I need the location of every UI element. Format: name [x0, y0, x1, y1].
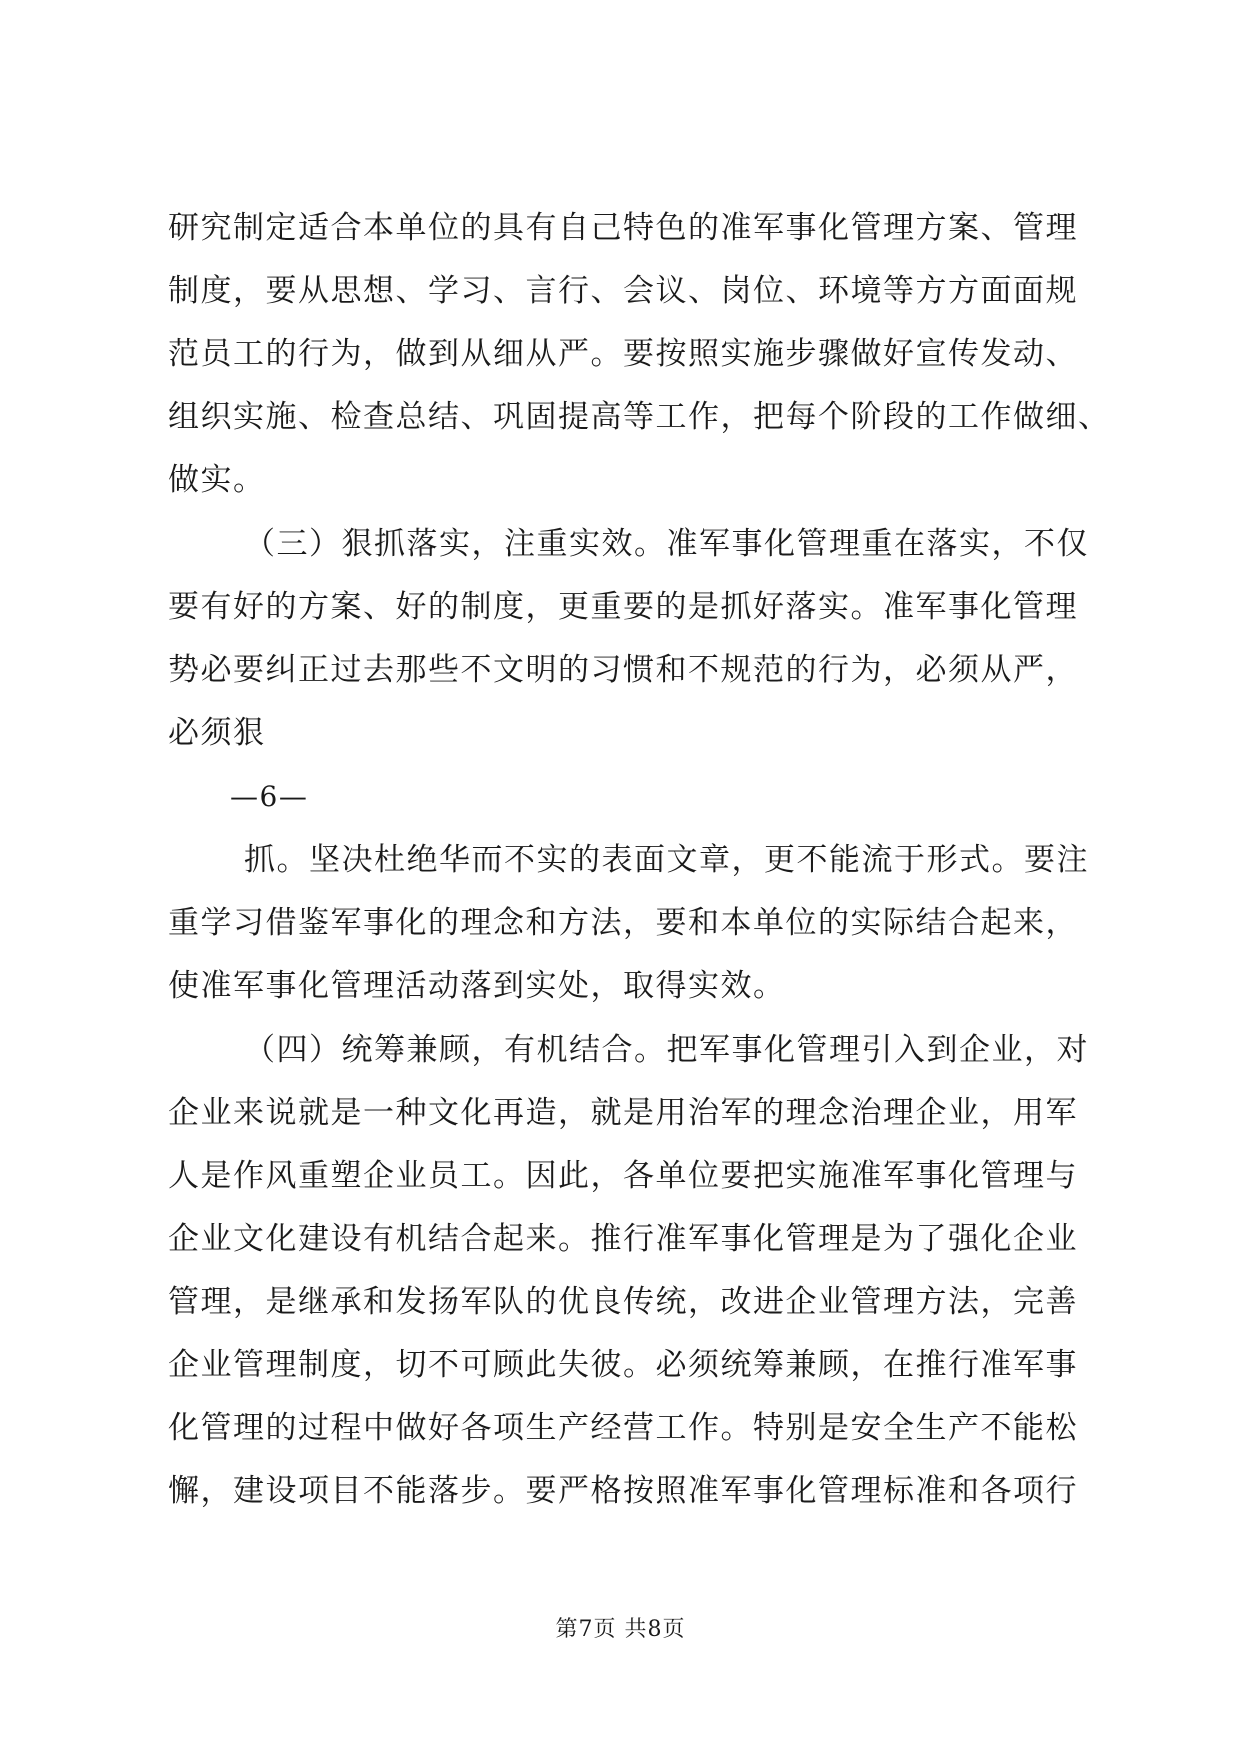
paragraph-line: 企业来说就是一种文化再造，就是用治军的理念治理企业，用军: [168, 1095, 1078, 1131]
paragraph-line: 抓。坚决杜绝华而不实的表面文章，更不能流于形式。要注: [244, 842, 1089, 878]
paragraph-line: 研究制定适合本单位的具有自己特色的准军事化管理方案、管理: [168, 210, 1078, 246]
paragraph-line: 必须狠: [168, 715, 266, 751]
paragraph-line: 范员工的行为，做到从细从严。要按照实施步骤做好宣传发动、: [168, 336, 1078, 372]
paragraph-line: 懈，建设项目不能落步。要严格按照准军事化管理标准和各项行: [168, 1473, 1078, 1509]
paragraph-line: 要有好的方案、好的制度，更重要的是抓好落实。准军事化管理: [168, 589, 1078, 625]
paragraph-line: 企业管理制度，切不可顾此失彼。必须统筹兼顾，在推行准军事: [168, 1347, 1078, 1383]
paragraph-line: 企业文化建设有机结合起来。推行准军事化管理是为了强化企业: [168, 1221, 1078, 1257]
paragraph-line: 人是作风重塑企业员工。因此，各单位要把实施准军事化管理与: [168, 1158, 1078, 1194]
paragraph-line: 管理，是继承和发扬军队的优良传统，改进企业管理方法，完善: [168, 1284, 1078, 1320]
paragraph-line: 做实。: [168, 462, 266, 498]
inner-page-number: —6—: [230, 780, 309, 813]
paragraph-line: 势必要纠正过去那些不文明的习惯和不规范的行为，必须从严，: [168, 652, 1078, 688]
paragraph-line: 组织实施、检查总结、巩固提高等工作，把每个阶段的工作做细、: [168, 399, 1111, 435]
paragraph-line: 化管理的过程中做好各项生产经营工作。特别是安全生产不能松: [168, 1410, 1078, 1446]
page-footer: 第7页 共8页: [555, 1617, 686, 1642]
paragraph-line: 制度，要从思想、学习、言行、会议、岗位、环境等方方面面规: [168, 273, 1078, 309]
paragraph-line: 使准军事化管理活动落到实处，取得实效。: [168, 968, 786, 1004]
paragraph-line: （四）统筹兼顾，有机结合。把军事化管理引入到企业，对: [244, 1032, 1089, 1068]
paragraph-line: 重学习借鉴军事化的理念和方法，要和本单位的实际结合起来，: [168, 905, 1078, 941]
paragraph-line: （三）狠抓落实，注重实效。准军事化管理重在落实，不仅: [244, 526, 1089, 562]
